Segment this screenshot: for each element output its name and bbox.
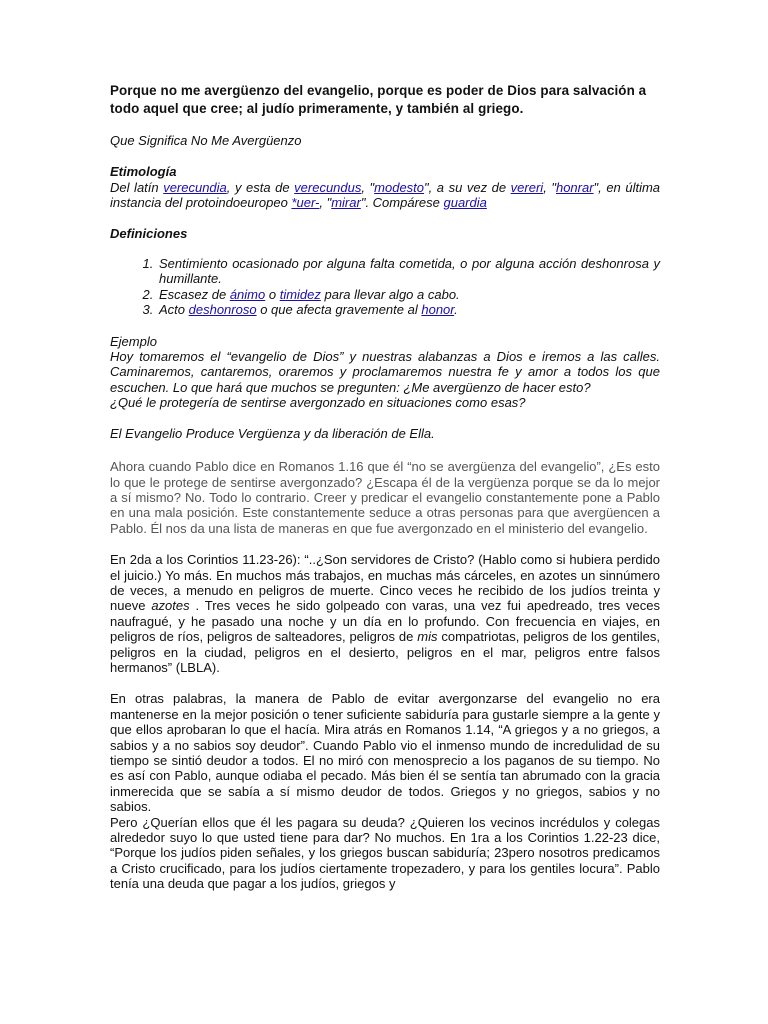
text-run: . — [454, 302, 458, 318]
list-item — [157, 287, 660, 302]
document-title: Porque no me avergüenzo del evangelio, porque es poder de Dios para salvación a todo aquel que cree; al judío primeramente, y también al griego. — [110, 83, 647, 116]
list-item: 1. Sentimiento ocasionado por alguna falta cometida, o por alguna acción deshonrosa y humillante. — [157, 256, 660, 287]
link-honrar[interactable]: honrar — [555, 179, 594, 195]
link-verecundus[interactable]: verecundus — [294, 179, 362, 195]
link-guardia[interactable]: guardia — [443, 195, 487, 211]
text-run: ". Compárese — [360, 195, 444, 211]
text-run: Acto — [159, 302, 189, 318]
text-run: Escasez de — [159, 286, 230, 302]
subtitle: Que Significa No Me Avergüenzo — [110, 133, 302, 148]
text-run: , " — [319, 195, 332, 211]
text-run: o que afecta gravemente al — [256, 302, 422, 318]
text-run: ", a su vez de — [424, 179, 511, 195]
link-verecundia[interactable]: verecundia — [163, 179, 227, 195]
text-run: para llevar algo a cabo. — [320, 286, 460, 302]
text-run: , y esta de — [226, 179, 295, 195]
evangelio-line: El Evangelio Produce Vergüenza y da liberación de Ella. — [110, 425, 435, 441]
definiciones-section — [110, 226, 660, 318]
ejemplo-body: Hoy tomaremos el “evangelio de Dios” y nuestras alabanzas a Dios e iremos a las calles. Caminaremos, cantaremos, oraremos y proclamaremos nuestra fe y amor a todos los que escuchen. Lo que hará que muchos se pregunten: ¿Me avergüenzo de hacer esto? — [110, 349, 660, 395]
etimologia-section — [110, 164, 660, 210]
link-vereri[interactable]: vereri — [510, 179, 544, 195]
link-mirar[interactable]: mirar — [331, 195, 361, 211]
etimologia-text — [110, 180, 660, 211]
link-uer[interactable]: *uer- — [291, 195, 320, 211]
italic-run: mis — [417, 629, 438, 645]
text-run: o — [265, 286, 280, 302]
italic-run: azotes — [151, 598, 190, 614]
link-timidez[interactable]: timidez — [279, 286, 321, 302]
document-page — [110, 82, 660, 892]
link-animo[interactable]: ánimo — [229, 286, 266, 302]
paragraph-romanos: Ahora cuando Pablo dice en Romanos 1.16 que él “no se avergüenza del evangelio”, ¿Es esto lo que le protege de sentirse avergonzado? ¿Escapa él de la vergüenza porque se da lo mejor a sí mismo? No. Todo lo contrario. Creer y predicar el evangelio constantemente pone a Pablo en una mala posición. Este constantemente seduce a otras personas para que avergüencen a Pablo. Él nos da una lista de maneras en que fue avergonzado en el ministerio del evangelio. — [110, 459, 660, 536]
ejemplo-question: ¿Qué le protegería de sentirse avergonzado en situaciones como esas? — [110, 395, 526, 411]
text-run: Del latín — [110, 179, 164, 195]
text-run: , " — [361, 179, 375, 195]
definiciones-heading: Definiciones — [110, 225, 188, 241]
text-run: En 2da a los Corintios 11.23-26): “..¿Son servidores de Cristo? (Hablo como si hubiera perdido el juicio.) Yo más. En muchos más trabajos, en muchas más cárceles, en azotes un sinnúmero de veces, a menudo en peligros de muerte. Cinco veces he recibido de los judíos treinta y nueve — [110, 552, 660, 614]
list-item — [157, 302, 660, 317]
etimologia-heading: Etimología — [110, 164, 177, 180]
text-run: . Tres veces he sido golpeado con varas, una vez fui apedreado, tres veces naufragué, y he pasado una noche y un día en lo profundo. Con frecuencia en viajes, en peligros de ríos, peligros de salteadores, peligros de — [110, 598, 660, 645]
link-deshonroso[interactable]: deshonroso — [188, 302, 257, 318]
ejemplo-section — [110, 334, 660, 411]
text-run: compatriotas, peligros de los gentiles, peligros en la ciudad, peligros en el desierto, peligros en el mar, peligros entre falsos hermanos” (LBLA). — [110, 629, 660, 675]
ejemplo-heading: Ejemplo — [110, 333, 157, 349]
text-run: ", en última instancia del protoindoeuropeo — [110, 179, 661, 211]
definiciones-list — [110, 256, 660, 318]
paragraph-otras-palabras: En otras palabras, la manera de Pablo de evitar avergonzarse del evangelio no era mantenerse en la mejor posición o tener suficiente sabiduría para gustarle siempre a la gente y que ellos aprobaran lo que el hacía. Mira atrás en Romanos 1.14, “A griegos y a no griegos, a sabios y a no sabios soy deudor”. Cuando Pablo vio el inmenso mundo de incredulidad de su tiempo se sintió deudor a todos. El no miró con menosprecio a los paganos de su tiempo. No es así con Pablo, aunque odiaba el pecado. Más bien él se sentía tan abrumado con la gracia inmerecida que se sabía a sí mismo deudor de todos. Griegos y no griegos, sabios y no sabios. — [110, 691, 660, 815]
paragraph-deuda: Pero ¿Querían ellos que él les pagara su deuda? ¿Quieren los vecinos incrédulos y colegas alrededor suyo lo que usted tiene para dar? No muchos. En 1ra a los Corintios 1.22-23 dice, “Porque los judíos piden señales, y los griegos buscan sabiduría; 23pero nosotros predicamos a Cristo crucificado, para los judíos ciertamente tropezadero, y para los gentiles locura”. Pablo tenía una deuda que pagar a los judíos, griegos y — [110, 814, 660, 892]
link-honor[interactable]: honor — [421, 302, 455, 318]
text-run: , " — [543, 179, 556, 195]
paragraph-corintios — [110, 552, 660, 675]
link-modesto[interactable]: modesto — [374, 179, 425, 195]
